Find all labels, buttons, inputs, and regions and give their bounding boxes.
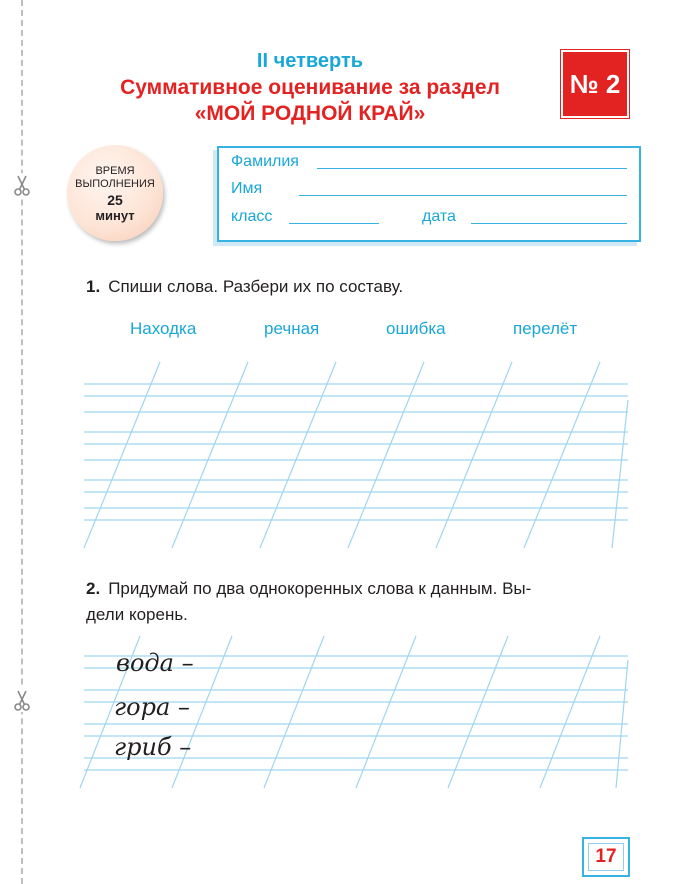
- assessment-number-badge: № 2: [561, 50, 629, 118]
- date-label: дата: [422, 208, 456, 225]
- surname-label: Фамилия: [231, 153, 299, 170]
- time-unit: минут: [95, 208, 135, 223]
- task-1-text: Спиши слова. Разбери их по составу.: [108, 277, 404, 296]
- script-word: гора –: [114, 693, 190, 721]
- task-2-text-cont: дели корень.: [86, 605, 188, 624]
- time-label-1: ВРЕМЯ: [95, 165, 135, 177]
- task-2-text: Придумай по два однокоренных слова к данным. Вы-: [108, 579, 532, 598]
- assessment-title: Суммативное оценивание за раздел: [120, 76, 500, 99]
- task-2-number: 2.: [86, 579, 101, 598]
- page-number: 17: [582, 837, 630, 877]
- section-title: «МОЙ РОДНОЙ КРАЙ»: [194, 102, 426, 125]
- task-1-number: 1.: [86, 277, 101, 296]
- script-word: гриб –: [114, 733, 192, 761]
- script-word: вода –: [116, 649, 194, 677]
- task-1-word: перелёт: [513, 319, 578, 338]
- time-label-2: ВЫПОЛНЕНИЯ: [75, 178, 155, 190]
- class-label: класс: [231, 208, 273, 225]
- task-1-word: Находка: [130, 319, 197, 338]
- name-label: Имя: [231, 180, 263, 197]
- task-1-word: ошибка: [386, 319, 446, 338]
- time-value: 25: [107, 192, 123, 208]
- quarter-heading: II четверть: [256, 50, 364, 72]
- task-1-word: речная: [264, 319, 320, 338]
